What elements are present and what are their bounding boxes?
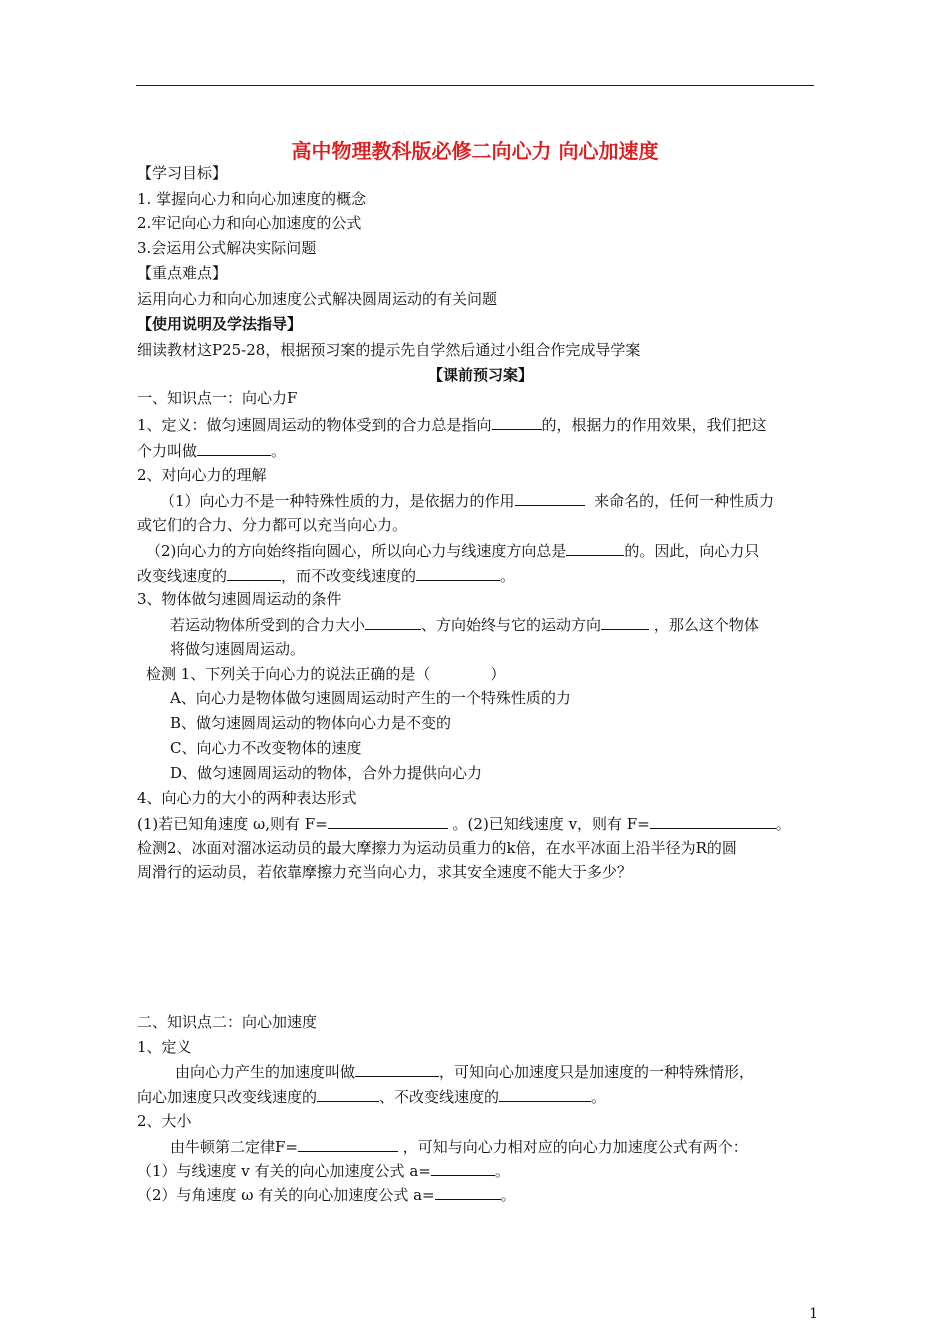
text-span: 。 <box>271 442 287 460</box>
understand-line <box>160 490 774 511</box>
fill-blank[interactable] <box>601 614 649 630</box>
text-span: 来命名的，任何一种性质力 <box>594 492 775 510</box>
fill-blank[interactable] <box>435 1184 501 1200</box>
condition-line: 将做匀速圆周运动。 <box>170 640 306 658</box>
text-span: 若运动物体所受到的合力大小 <box>170 616 366 634</box>
text-span: 。 <box>591 1088 607 1106</box>
goal-item: 3.会运用公式解决实际问题 <box>137 239 317 257</box>
key-heading: 【重点难点】 <box>137 264 228 282</box>
fill-blank[interactable] <box>566 540 624 556</box>
text-span: ，那么这个物体 <box>653 616 759 634</box>
text-span: 、不改变线速度的 <box>379 1088 500 1106</box>
k1-definition-line <box>137 414 767 435</box>
usage-heading: 【使用说明及学法指导】 <box>137 315 303 333</box>
goals-heading: 【学习目标】 <box>137 164 228 182</box>
condition-heading: 3、物体做匀速圆周运动的条件 <box>137 590 342 608</box>
text-span: （2）与角速度 ω 有关的向心加速度公式 a= <box>137 1186 435 1204</box>
usage-text: 细读教材这P25-28，根据预习案的提示先自学然后通过小组合作完成导学案 <box>137 341 641 359</box>
understand-heading: 2、对向心力的理解 <box>137 466 267 484</box>
test1-option: D、做匀速圆周运动的物体，合外力提供向心力 <box>170 764 483 782</box>
text-span: 1、定义：做匀速圆周运动的物体受到的合力总是指向 <box>137 416 492 434</box>
fill-blank[interactable] <box>416 565 500 581</box>
text-span: 。 <box>500 1186 516 1204</box>
forms-heading: 4、向心力的大小的两种表达形式 <box>137 789 357 807</box>
fill-blank[interactable] <box>227 565 281 581</box>
fill-blank[interactable] <box>650 813 776 829</box>
test1-question: 检测 1、下列关于向心力的说法正确的是（ ） <box>146 665 506 683</box>
text-span: （2)向心力的方向始终指向圆心，所以向心力与线速度方向总是 <box>146 542 567 560</box>
condition-line <box>170 614 759 635</box>
k2-size-heading: 2、大小 <box>137 1112 192 1130</box>
text-span: 个力叫做 <box>137 442 198 460</box>
text-span: 。 <box>500 567 516 585</box>
k2-formula-line <box>137 1160 510 1181</box>
k2-formula-line <box>137 1184 516 1205</box>
k1-heading: 一、知识点一：向心力F <box>137 389 298 407</box>
page-title: 高中物理教科版必修二向心力 向心加速度 <box>291 139 659 163</box>
fill-blank[interactable] <box>492 414 542 430</box>
preview-heading: 【课前预习案】 <box>428 366 534 384</box>
fill-blank[interactable] <box>355 1061 439 1077</box>
k2-definition-line <box>175 1061 754 1082</box>
text-span: 向心加速度只改变线速度的 <box>137 1088 318 1106</box>
fill-blank[interactable] <box>365 614 421 630</box>
text-span: 、方向始终与它的运动方向 <box>421 616 602 634</box>
understand-line: 或它们的合力、分力都可以充当向心力。 <box>137 516 408 534</box>
fill-blank[interactable] <box>328 813 448 829</box>
test2-question: 周滑行的运动员，若依靠摩擦力充当向心力，求其安全速度不能大于多少？ <box>137 863 633 881</box>
key-text: 运用向心力和向心加速度公式解决圆周运动的有关问题 <box>137 290 498 308</box>
text-span: 由向心力产生的加速度叫做 <box>175 1063 356 1081</box>
text-span: 改变线速度的 <box>137 567 228 585</box>
k2-definition-heading: 1、定义 <box>137 1038 192 1056</box>
k2-size-line <box>170 1136 748 1157</box>
test1-option: A、向心力是物体做匀速圆周运动时产生的一个特殊性质的力 <box>170 689 571 707</box>
text-span: 的。因此，向心力只 <box>624 542 760 560</box>
fill-blank[interactable] <box>197 440 271 456</box>
fill-blank[interactable] <box>499 1086 591 1102</box>
fill-blank[interactable] <box>515 490 585 506</box>
text-span: (1)若已知角速度 ω,则有 F= <box>137 815 328 833</box>
test2-question: 检测2、冰面对溜冰运动员的最大摩擦力为运动员重力的k倍，在水平冰面上沿半径为R的圆 <box>137 839 737 857</box>
text-span: 。 <box>775 815 791 833</box>
test1-option: B、做匀速圆周运动的物体向心力是不变的 <box>170 714 452 732</box>
understand-line <box>146 540 759 561</box>
text-span: 。 <box>494 1162 510 1180</box>
text-span: 由牛顿第二定律F= <box>170 1138 298 1156</box>
text-span: （1）与线速度 v 有关的向心加速度公式 a= <box>137 1162 431 1180</box>
test1-option: C、向心力不改变物体的速度 <box>170 739 362 757</box>
k1-definition-line <box>137 440 286 461</box>
text-span: 的，根据力的作用效果，我们把这 <box>541 416 767 434</box>
goal-item: 2.牢记向心力和向心加速度的公式 <box>137 214 362 232</box>
text-span: 。(2)已知线速度 v，则有 F= <box>452 815 650 833</box>
understand-line <box>137 565 515 586</box>
text-span: （1）向心力不是一种特殊性质的力，是依据力的作用 <box>160 492 515 510</box>
fill-blank[interactable] <box>298 1136 398 1152</box>
header-rule <box>136 85 814 86</box>
page-number: 1 <box>809 1306 818 1322</box>
forms-line <box>137 813 791 834</box>
k2-definition-line <box>137 1086 606 1107</box>
text-span: ，而不改变线速度的 <box>281 567 417 585</box>
k2-heading: 二、知识点二：向心加速度 <box>137 1013 318 1031</box>
text-span: ，可知与向心力相对应的向心力加速度公式有两个： <box>402 1138 748 1156</box>
fill-blank[interactable] <box>431 1160 495 1176</box>
goal-item: 1. 掌握向心力和向心加速度的概念 <box>137 190 367 208</box>
text-span: ，可知向心加速度只是加速度的一种特殊情形， <box>439 1063 755 1081</box>
fill-blank[interactable] <box>317 1086 379 1102</box>
